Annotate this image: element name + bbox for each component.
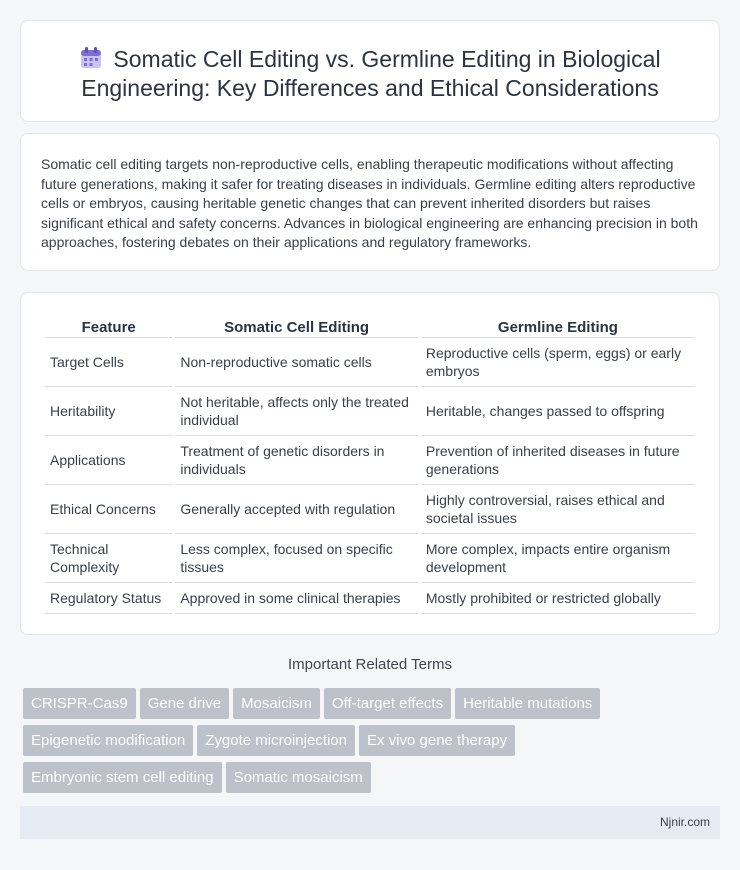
header-germline: Germline Editing: [421, 314, 695, 338]
term-tag[interactable]: Zygote microinjection: [197, 725, 355, 756]
table-cell: Less complex, focused on specific tissues: [175, 534, 418, 583]
term-tag[interactable]: Mosaicism: [233, 688, 320, 719]
table-row: [45, 485, 695, 534]
table-cell: Prevention of inherited diseases in future generations: [421, 436, 695, 485]
header-somatic: Somatic Cell Editing: [175, 314, 418, 338]
table-cell: More complex, impacts entire organism development: [421, 534, 695, 583]
term-tag[interactable]: Somatic mosaicism: [226, 762, 371, 793]
intro-paragraph: Somatic cell editing targets non-reproductive cells, enabling therapeutic modifications without affecting future generations, making it safer for treating diseases in individuals. Germline editing alters reproductive cells or embryos, causing heritable genetic changes that can prevent inherited disorders but raises significant ethical and safety concerns. Advances in biological engineering are enhancing precision in both approaches, fostering debates on their applications and regulatory frameworks.: [41, 156, 698, 250]
related-terms-title: Important Related Terms: [288, 656, 452, 673]
table-cell: Mostly prohibited or restricted globally: [421, 583, 695, 614]
term-tag[interactable]: Heritable mutations: [455, 688, 600, 719]
term-row: [23, 725, 723, 762]
comparison-card: [20, 292, 720, 635]
intro-card: [20, 133, 720, 271]
table-row: [45, 338, 695, 387]
table-header-row: [45, 314, 695, 338]
term-tag[interactable]: Off-target effects: [324, 688, 451, 719]
term-tag[interactable]: Epigenetic modification: [23, 725, 193, 756]
table-cell: Technical Complexity: [45, 534, 172, 583]
table-cell: Target Cells: [45, 338, 172, 387]
table-cell: Generally accepted with regulation: [175, 485, 418, 534]
term-row: [23, 762, 723, 799]
table-cell: Treatment of genetic disorders in individuals: [175, 436, 418, 485]
term-tag[interactable]: CRISPR-Cas9: [23, 688, 136, 719]
table-cell: Approved in some clinical therapies: [175, 583, 418, 614]
table-cell: Highly controversial, raises ethical and societal issues: [421, 485, 695, 534]
header-feature: Feature: [45, 314, 172, 338]
term-tag[interactable]: Embryonic stem cell editing: [23, 762, 222, 793]
table-cell: Not heritable, affects only the treated individual: [175, 387, 418, 436]
term-row: [23, 688, 723, 725]
term-tag[interactable]: Gene drive: [140, 688, 229, 719]
table-row: [45, 534, 695, 583]
comparison-table: [42, 314, 698, 614]
table-cell: Non-reproductive somatic cells: [175, 338, 418, 387]
table-cell: Applications: [45, 436, 172, 485]
table-row: [45, 583, 695, 614]
footer: [20, 806, 720, 839]
footer-site[interactable]: Njnir.com: [659, 815, 710, 829]
table-cell: Ethical Concerns: [45, 485, 172, 534]
table-cell: Reproductive cells (sperm, eggs) or early embryos: [421, 338, 695, 387]
page-title-text: Somatic Cell Editing vs. Germline Editing in Biological Engineering: Key Differences and Ethical Considerations: [81, 46, 661, 101]
table-row: [45, 436, 695, 485]
table-cell: Heritability: [45, 387, 172, 436]
calendar-icon: [79, 47, 103, 69]
table-cell: Regulatory Status: [45, 583, 172, 614]
term-tag[interactable]: Ex vivo gene therapy: [359, 725, 515, 756]
related-terms-list: [23, 688, 723, 799]
title-card: [20, 20, 720, 122]
table-row: [45, 387, 695, 436]
page-title: [21, 21, 719, 103]
table-cell: Heritable, changes passed to offspring: [421, 387, 695, 436]
